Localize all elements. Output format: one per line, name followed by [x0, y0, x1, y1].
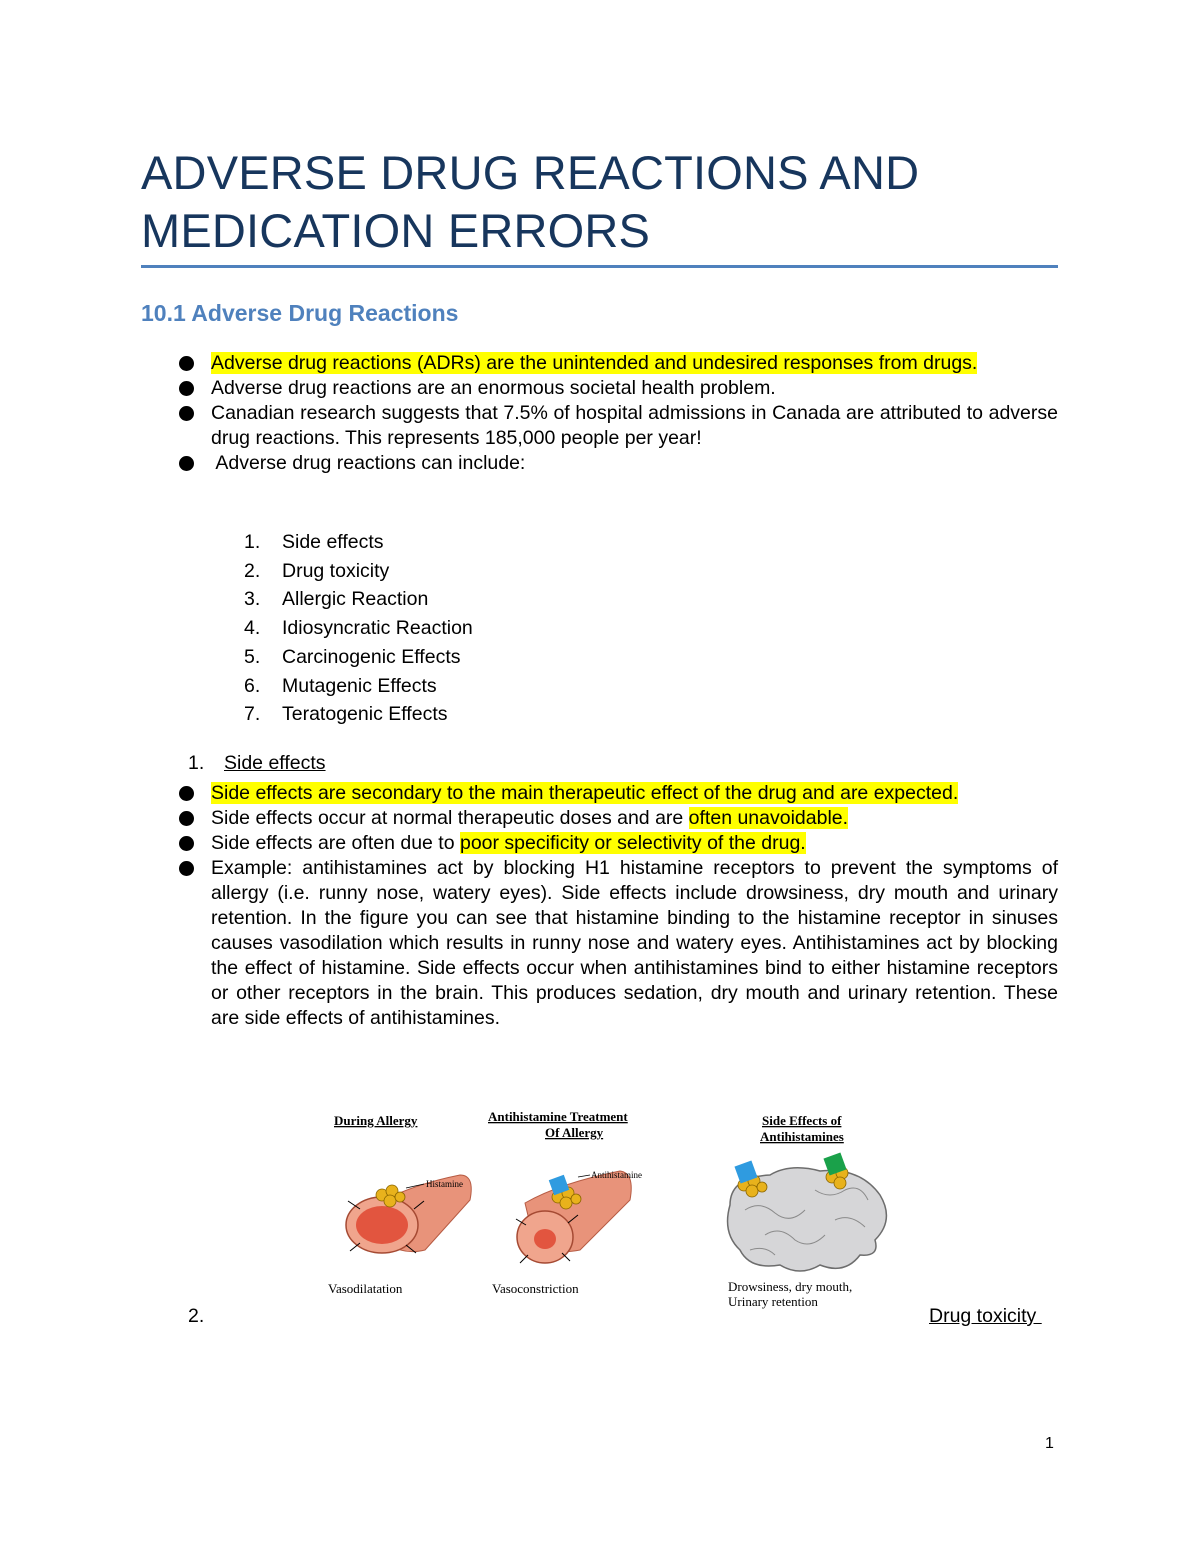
- list-item: [170, 351, 1058, 376]
- antihistamine-label: Antihistamine: [591, 1170, 642, 1180]
- panel-title: Of Allergy: [545, 1125, 604, 1140]
- bullet-icon: [179, 836, 194, 851]
- document-title: ADVERSE DRUG REACTIONS AND MEDICATION ERRORS: [141, 146, 920, 257]
- panel-caption: Vasoconstriction: [492, 1281, 579, 1296]
- list-label: Teratogenic Effects: [282, 703, 448, 726]
- subheading-label: Side effects: [224, 752, 326, 774]
- list-label: Drug toxicity: [282, 559, 390, 582]
- side-effects-subheading: [188, 751, 326, 776]
- bullet-icon: [179, 456, 194, 471]
- title-underline-rule: [141, 265, 1058, 268]
- list-item: [244, 557, 473, 586]
- bullet-highlight: poor specificity or selectivity of the drug.: [459, 832, 806, 854]
- panel-during-allergy: [328, 1113, 471, 1296]
- list-item: [244, 672, 473, 701]
- vessel-lumen-icon: [534, 1229, 556, 1249]
- page-number: 1: [1045, 1435, 1054, 1452]
- panel-side-effects: [728, 1113, 887, 1309]
- antihistamine-figure: [320, 1105, 920, 1320]
- list-item: [244, 585, 473, 614]
- bullet-text: Side effects are often due to: [211, 832, 460, 854]
- panel-title: Antihistamine Treatment: [488, 1109, 628, 1124]
- bullet-text: Adverse drug reactions (ADRs) are the unintended and undesired responses from drugs.: [211, 352, 978, 374]
- list-item: [170, 401, 1058, 451]
- vessel-lumen-icon: [356, 1206, 408, 1244]
- list-label: Carcinogenic Effects: [282, 645, 461, 668]
- list-number: 3.: [244, 588, 261, 611]
- panel-title: During Allergy: [334, 1113, 418, 1128]
- reaction-types-list: [244, 528, 473, 729]
- intro-bullet-list: [170, 351, 1058, 476]
- list-label: Mutagenic Effects: [282, 674, 437, 697]
- bullet-text: Side effects occur at normal therapeutic doses and are: [211, 807, 689, 829]
- panel-title: Antihistamines: [760, 1129, 844, 1144]
- list-item: [170, 856, 1058, 1031]
- list-item: [244, 614, 473, 643]
- list-item: [170, 831, 1058, 856]
- list-item: [244, 528, 473, 557]
- bullet-icon: [179, 811, 194, 826]
- histamine-label: Histamine: [426, 1179, 463, 1189]
- list-number: 6.: [244, 674, 261, 697]
- panel-caption: Drowsiness, dry mouth,: [728, 1279, 853, 1294]
- list-label: Idiosyncratic Reaction: [282, 617, 473, 640]
- list-item: [170, 376, 1058, 401]
- bullet-highlight: often unavoidable.: [688, 807, 849, 829]
- list-number: 5.: [244, 645, 261, 668]
- bullet-text: Canadian research suggests that 7.5% of hospital admissions in Canada are attributed to adverse drug reactions. This represents 185,000 people per year!: [211, 402, 1058, 449]
- bullet-icon: [179, 381, 194, 396]
- section-heading: 10.1 Adverse Drug Reactions: [141, 300, 459, 326]
- list-label: Allergic Reaction: [282, 588, 429, 611]
- bullet-text: Example: antihistamines act by blocking H1 histamine receptors to prevent the symptoms of allergy (i.e. runny nose, watery eyes). Side effects include drowsiness, dry mouth and urinary retention. In the figure you can see that histamine binding to the histamine receptor in sinuses causes vasodilation which results in runny nose and watery eyes. Antihistamines act by blocking the effect of histamine. Side effects occur when antihistamines bind to either histamine receptors or other receptors in the brain. This produces sedation, dry mouth and urinary retention. These are side effects of antihistamines.: [211, 857, 1058, 1029]
- drug-toxicity-heading: Drug toxicity: [929, 1305, 1042, 1327]
- bullet-icon: [179, 786, 194, 801]
- bullet-icon: [179, 356, 194, 371]
- list-label: Side effects: [282, 531, 384, 553]
- list-number: 4.: [244, 617, 261, 640]
- bullet-icon: [179, 406, 194, 421]
- list-item: [170, 451, 1058, 476]
- side-effects-bullet-list: [170, 781, 1058, 1031]
- subheading-number: 1.: [188, 752, 205, 774]
- bullet-text: Adverse drug reactions can include:: [211, 452, 526, 474]
- list-item: [170, 806, 1058, 831]
- list-item: [170, 781, 1058, 806]
- panel-title: Side Effects of: [762, 1113, 842, 1128]
- list-item: [244, 700, 473, 729]
- drug-toxicity-number: 2.: [188, 1305, 205, 1327]
- pointer-line: [578, 1175, 590, 1177]
- bullet-icon: [179, 861, 194, 876]
- list-number: 2.: [244, 559, 261, 582]
- bullet-text: Adverse drug reactions are an enormous societal health problem.: [211, 377, 776, 399]
- list-number: 1.: [244, 531, 261, 553]
- list-number: 7.: [244, 703, 261, 726]
- list-item: [244, 643, 473, 672]
- bullet-text: Side effects are secondary to the main therapeutic effect of the drug and are expected.: [211, 782, 959, 804]
- panel-caption: Urinary retention: [728, 1294, 818, 1309]
- panel-caption: Vasodilatation: [328, 1281, 403, 1296]
- panel-antihistamine-treatment: [488, 1109, 642, 1296]
